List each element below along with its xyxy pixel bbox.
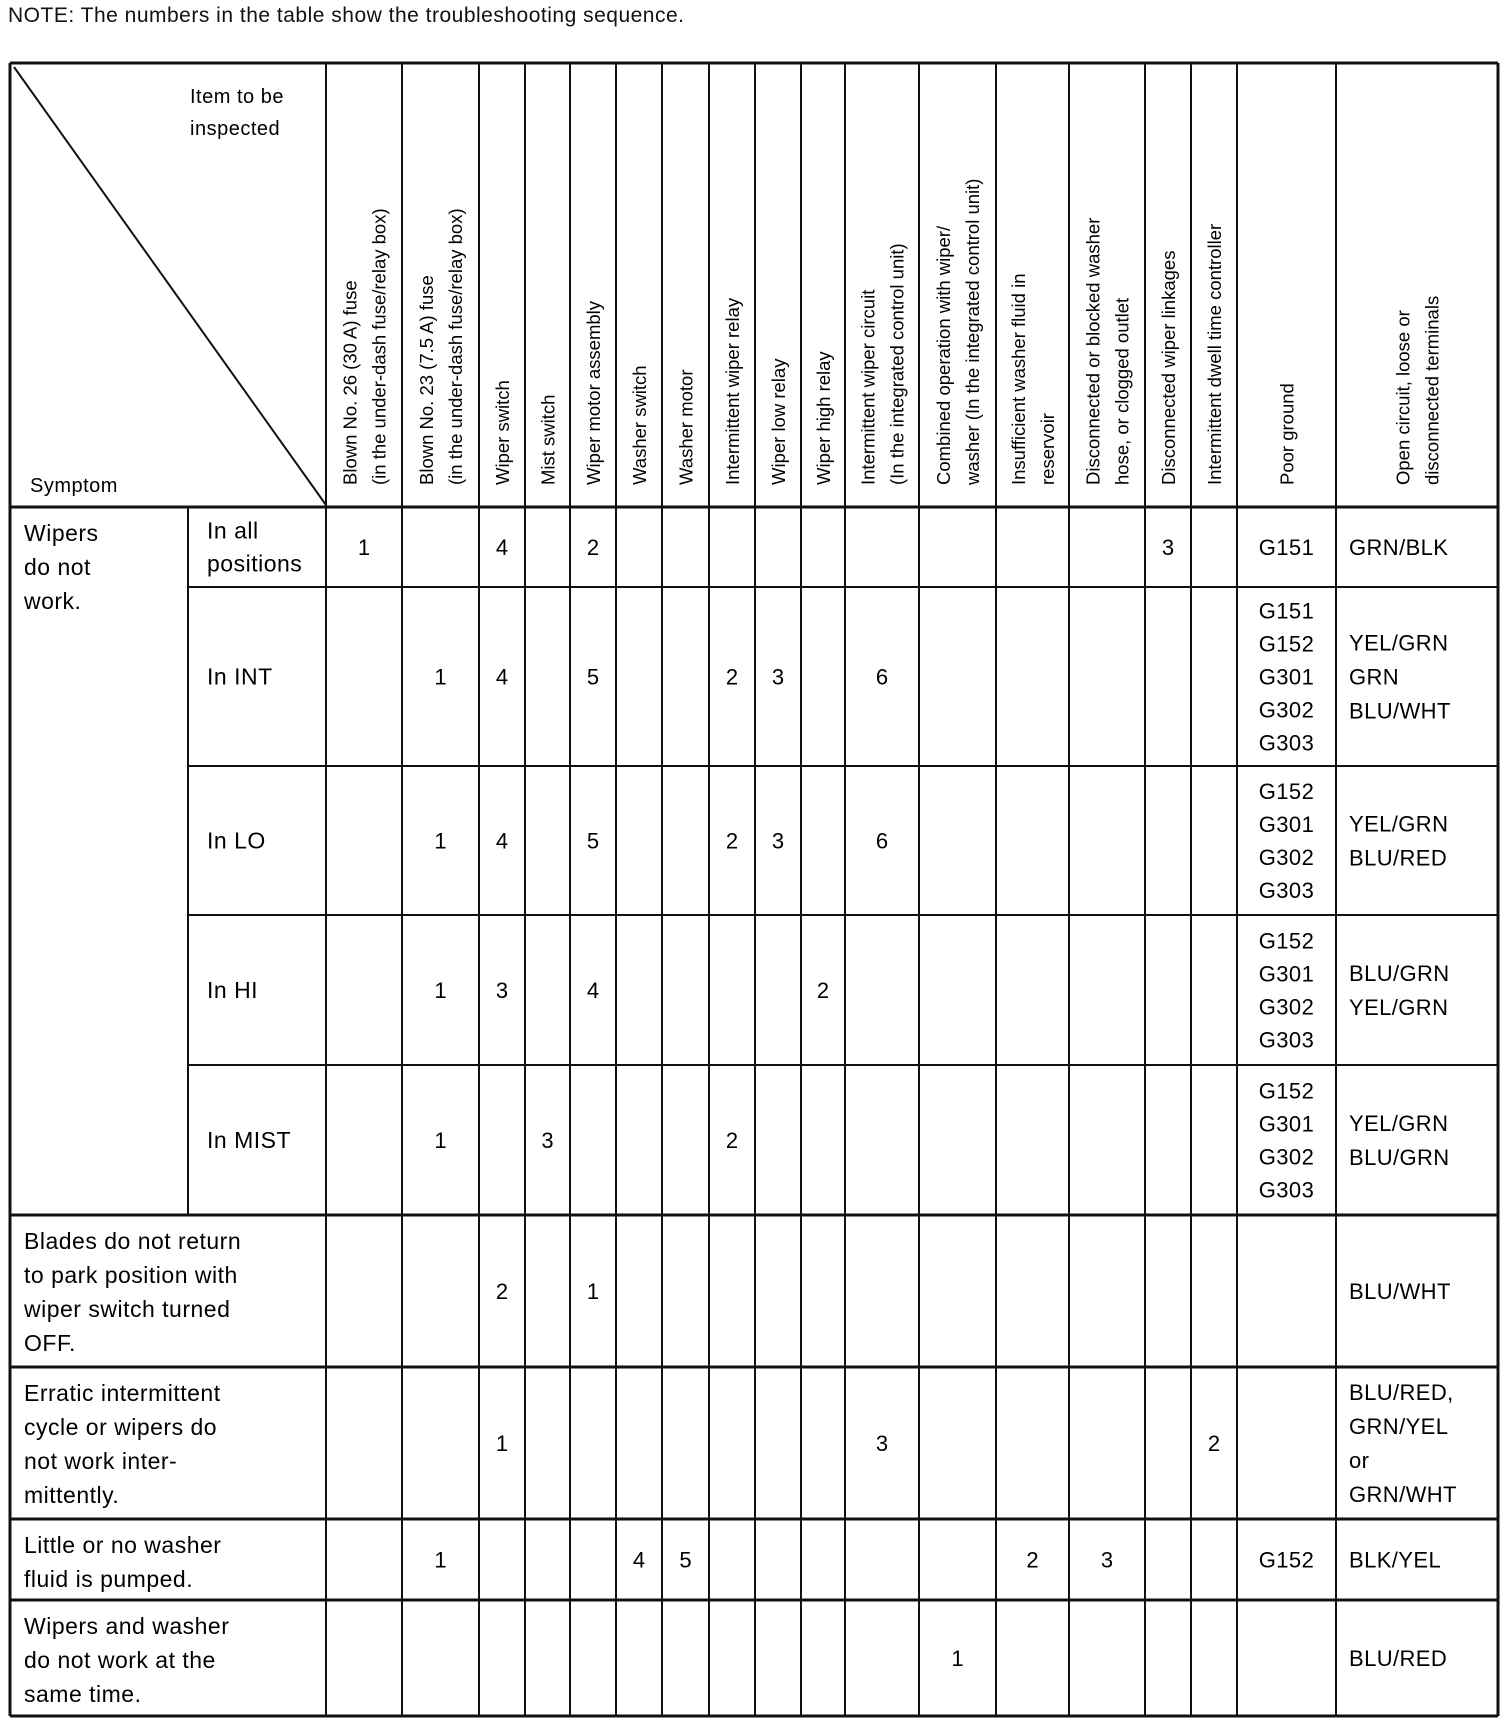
- symptom-label: fluid is pumped.: [24, 1566, 194, 1592]
- column-header-15: Intermittent dwell time controller: [1204, 223, 1225, 485]
- terminal-wire-value: BLU/WHT: [1349, 1279, 1451, 1304]
- column-header-17: disconnected terminals: [1421, 295, 1443, 485]
- sequence-number: 1: [357, 535, 371, 560]
- symptom-label: Wipers and washer: [24, 1613, 230, 1639]
- terminal-wire-value: BLU/RED: [1349, 1646, 1448, 1671]
- terminal-wire-value: GRN: [1349, 664, 1400, 690]
- sequence-number: 4: [495, 828, 509, 854]
- column-header-0: Blown No. 26 (30 A) fuse: [339, 280, 361, 485]
- symptom-label: wiper switch turned: [24, 1296, 231, 1322]
- terminal-wire-value: GRN/YEL: [1349, 1414, 1449, 1439]
- sub-symptom-label: In all: [207, 517, 259, 544]
- column-header-2: Wiper switch: [492, 380, 513, 485]
- symptom-label: Erratic intermittent: [24, 1380, 221, 1406]
- column-header-11: Combined operation with wiper/: [933, 225, 954, 485]
- sequence-number: 1: [434, 1128, 447, 1153]
- terminal-wire-value: YEL/GRN: [1349, 630, 1449, 656]
- sequence-number: 1: [586, 1279, 600, 1304]
- terminal-wire-value: GRN/BLK: [1349, 535, 1449, 560]
- terminal-wire-value: BLK/YEL: [1349, 1547, 1442, 1573]
- sequence-number: 5: [586, 828, 600, 854]
- poor-ground-value: G303: [1258, 1027, 1315, 1053]
- sequence-number: 3: [1161, 535, 1175, 560]
- column-header-16: Poor ground: [1276, 383, 1298, 485]
- sequence-number: 3: [771, 664, 785, 690]
- poor-ground-value: G302: [1258, 845, 1315, 870]
- column-header-8: Wiper low relay: [768, 358, 789, 485]
- sequence-number: 1: [495, 1431, 509, 1456]
- sequence-number: 1: [951, 1646, 964, 1671]
- column-header-13: Disconnected or blocked washer: [1082, 217, 1104, 485]
- sequence-number: 2: [725, 828, 739, 854]
- sequence-number: 2: [586, 535, 600, 560]
- sequence-number: 2: [1207, 1431, 1221, 1456]
- symptom-header-label: Symptom: [30, 475, 118, 497]
- sub-symptom-label: In INT: [207, 663, 273, 690]
- sequence-number: 1: [434, 1547, 447, 1573]
- terminal-wire-value: BLU/GRN: [1349, 1145, 1450, 1170]
- sequence-number: 5: [586, 664, 600, 690]
- column-header-17: Open circuit, loose or: [1392, 310, 1414, 485]
- sequence-number: 1: [434, 828, 447, 854]
- poor-ground-value: G151: [1258, 535, 1315, 560]
- symptom-label: work.: [24, 588, 82, 614]
- terminal-wire-value: BLU/RED,: [1349, 1380, 1454, 1405]
- sequence-number: 1: [434, 978, 447, 1003]
- item-to-be-inspected-label: inspected: [190, 118, 281, 140]
- item-to-be-inspected-label: Item to be: [190, 86, 284, 108]
- poor-ground-value: G152: [1258, 928, 1315, 954]
- poor-ground-value: G152: [1258, 631, 1315, 657]
- symptom-label: to park position with: [24, 1262, 238, 1288]
- terminal-wire-value: YEL/GRN: [1349, 1111, 1449, 1136]
- terminal-wire-value: YEL/GRN: [1349, 995, 1449, 1020]
- sub-symptom-label: In LO: [207, 827, 266, 854]
- poor-ground-value: G152: [1258, 779, 1315, 804]
- poor-ground-value: G151: [1258, 598, 1315, 624]
- sequence-number: 3: [1100, 1547, 1114, 1573]
- sequence-number: 4: [495, 664, 509, 690]
- sequence-number: 2: [725, 664, 739, 690]
- sequence-number: 3: [875, 1431, 889, 1456]
- sub-symptom-label: In HI: [207, 977, 259, 1003]
- column-header-12: Insufficient washer fluid in: [1008, 273, 1029, 485]
- sub-symptom-label: In MIST: [207, 1127, 292, 1153]
- column-header-9: Wiper high relay: [813, 351, 834, 485]
- terminal-wire-value: BLU/WHT: [1349, 698, 1451, 724]
- column-header-0: (in the under-dash fuse/relay box): [368, 208, 390, 485]
- poor-ground-value: G303: [1258, 730, 1315, 756]
- symptom-label: do not: [24, 554, 91, 580]
- column-header-4: Wiper motor assembly: [583, 300, 604, 485]
- sub-symptom-label: positions: [207, 550, 303, 577]
- sequence-number: 3: [771, 828, 785, 854]
- poor-ground-value: G302: [1258, 1144, 1315, 1170]
- terminal-wire-value: BLU/GRN: [1349, 961, 1450, 986]
- symptom-label: Blades do not return: [24, 1228, 242, 1254]
- sequence-number: 5: [679, 1547, 692, 1573]
- terminal-wire-value: BLU/RED: [1349, 845, 1448, 871]
- sequence-number: 3: [541, 1128, 554, 1153]
- table-note: NOTE: The numbers in the table show the troubleshooting sequence.: [8, 4, 685, 27]
- column-header-12: reservoir: [1037, 413, 1058, 485]
- sequence-number: 6: [875, 664, 889, 690]
- sequence-number: 4: [586, 978, 600, 1003]
- terminal-wire-value: or: [1349, 1448, 1370, 1473]
- symptom-label: Wipers: [24, 520, 99, 546]
- poor-ground-value: G301: [1258, 664, 1315, 690]
- poor-ground-value: G303: [1258, 878, 1315, 903]
- column-header-1: (in the under-dash fuse/relay box): [445, 208, 466, 485]
- symptom-label: mittently.: [24, 1482, 120, 1508]
- sequence-number: 6: [875, 828, 889, 854]
- poor-ground-value: G301: [1258, 1111, 1315, 1137]
- poor-ground-value: G301: [1258, 961, 1315, 987]
- terminal-wire-value: GRN/WHT: [1349, 1482, 1457, 1507]
- column-header-13: hose, or clogged outlet: [1111, 297, 1133, 485]
- symptom-label: Little or no washer: [24, 1532, 222, 1558]
- poor-ground-value: G303: [1258, 1177, 1315, 1203]
- column-header-7: Intermittent wiper relay: [722, 297, 743, 485]
- sequence-number: 4: [495, 535, 509, 560]
- sequence-number: 4: [632, 1547, 646, 1573]
- column-header-1: Blown No. 23 (7.5 A) fuse: [416, 275, 437, 485]
- poor-ground-value: G301: [1258, 812, 1315, 837]
- sequence-number: 3: [495, 978, 509, 1003]
- symptom-label: cycle or wipers do: [24, 1414, 218, 1440]
- sequence-number: 2: [725, 1128, 739, 1153]
- column-header-10: Intermittent wiper circuit: [857, 289, 879, 485]
- poor-ground-value: G302: [1258, 697, 1315, 723]
- column-header-3: Mist switch: [537, 394, 559, 485]
- column-header-11: washer (In the integrated control unit): [962, 178, 983, 485]
- poor-ground-value: G152: [1258, 1547, 1315, 1573]
- sequence-number: 2: [816, 978, 830, 1003]
- symptom-label: do not work at the: [24, 1647, 216, 1673]
- column-header-5: Washer switch: [629, 365, 650, 485]
- column-header-10: (In the integrated control unit): [886, 243, 908, 485]
- column-header-14: Disconnected wiper linkages: [1158, 250, 1179, 485]
- symptom-label: not work inter-: [24, 1448, 178, 1474]
- symptom-label: same time.: [24, 1681, 142, 1707]
- symptom-label: OFF.: [24, 1330, 76, 1356]
- sequence-number: 2: [1026, 1547, 1039, 1573]
- poor-ground-value: G152: [1258, 1078, 1315, 1104]
- poor-ground-value: G302: [1258, 994, 1315, 1020]
- sequence-number: 1: [434, 664, 447, 690]
- terminal-wire-value: YEL/GRN: [1349, 811, 1449, 837]
- column-header-6: Washer motor: [675, 369, 697, 485]
- sequence-number: 2: [495, 1279, 509, 1304]
